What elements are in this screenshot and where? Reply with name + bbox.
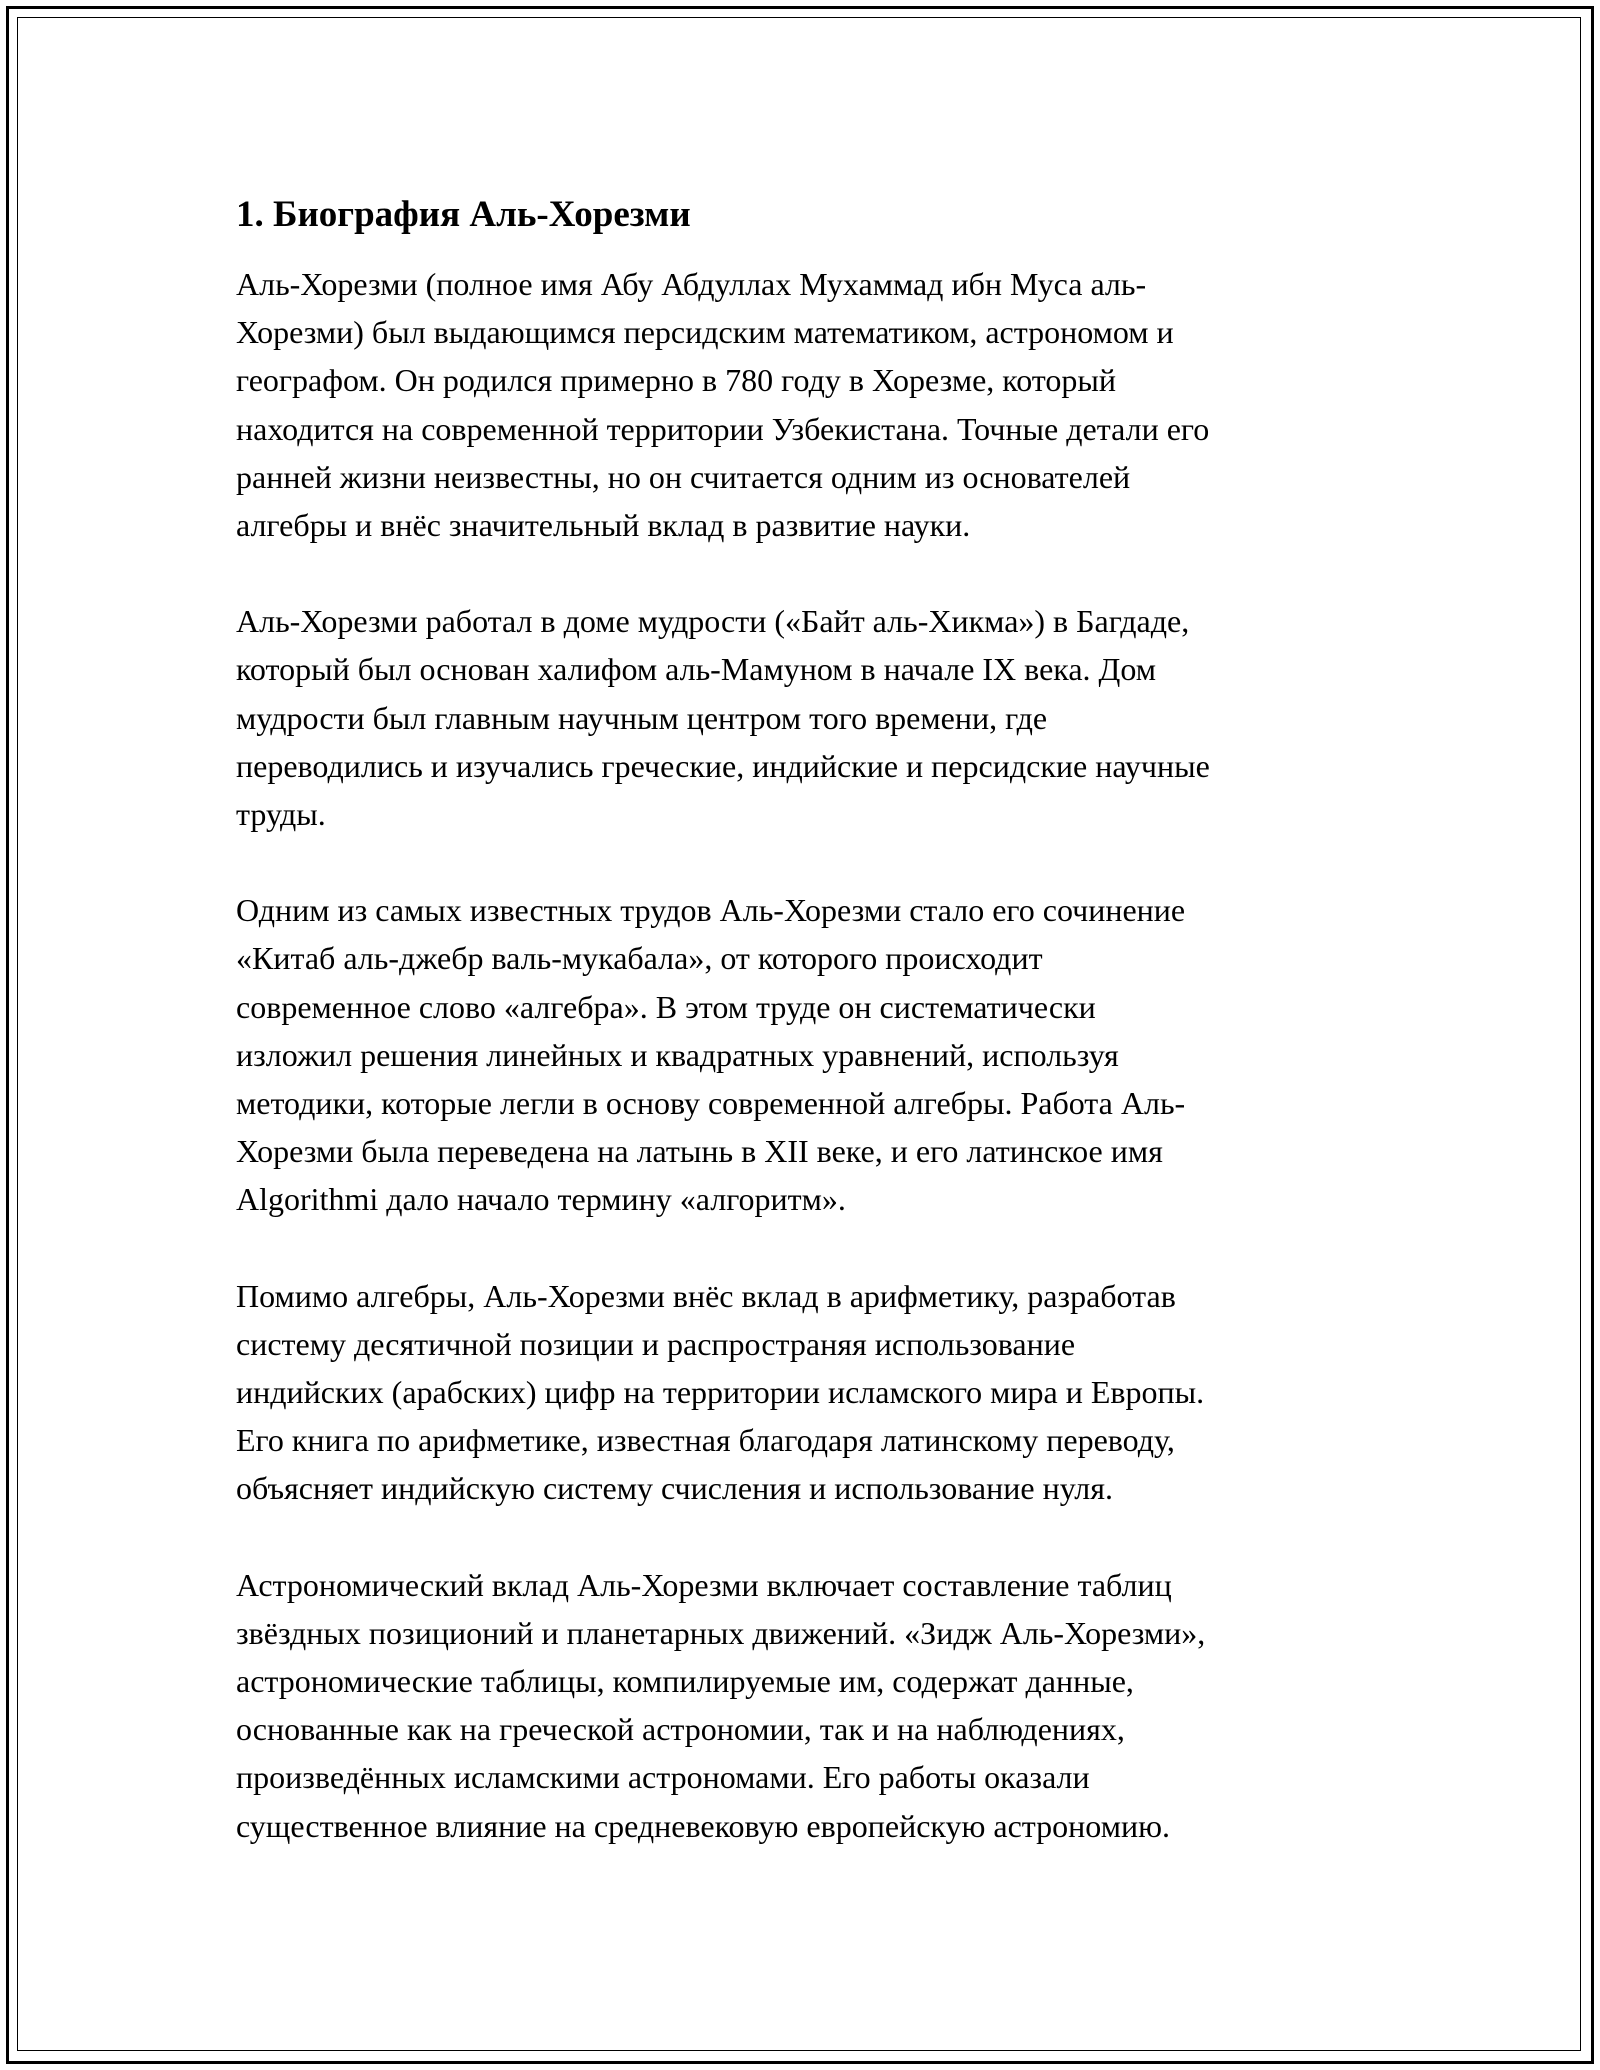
document-body — [236, 187, 1376, 1898]
paragraph-arithmetic: Помимо алгебры, Аль-Хорезми внёс вклад в арифметику, разработав систему десятичной позиции и распространяя использование индийских (арабских) цифр на территории исламского мира и Европы. Его книга по арифметике, известная благодаря латинскому переводу, объясняет индийскую систему счисления и использование нуля. — [236, 1277, 1205, 1507]
paragraph-astronomy: Астрономический вклад Аль-Хорезми включает составление таблиц звёздных позиционий и планетарных движений. «Зидж Аль-Хорезми», астрономические таблицы, компилируемые им, содержат данные, основанные как на греческой астрономии, так и на наблюдениях, произведённых исламскими астрономами. Его работы оказали существенное влияние на средневековую европейскую астрономию. — [236, 1566, 1206, 1844]
paragraph-algebra: Одним из самых известных трудов Аль-Хорезми стало его сочинение «Китаб аль-джебр валь-мукабала», от которого происходит современное слово «алгебра». В этом труде он систематически изложил решения линейных и квадратных уравнений, используя методики, которые легли в основу современной алгебры. Работа Аль- Хорезми была переведена на латынь в XII веке, и его латинское имя Algorithmi дало начало термину «алгоритм». — [236, 892, 1186, 1218]
paragraph-house-of-wisdom: Аль-Хорезми работал в доме мудрости («Байт аль-Хикма») в Багдаде, который был основан халифом аль-Мамуном в начале IX века. Дом мудрости был главным научным центром того времени, где переводились и изучались греческие, индийские и персидские научные труды. — [236, 603, 1210, 833]
paragraph-biography: Аль-Хорезми (полное имя Абу Абдуллах Мухаммад ибн Муса аль- Хорезми) был выдающимся персидским математиком, астрономом и географом. Он родился примерно в 780 году в Хорезме, который находится на современной территории Узбекистана. Точные детали его ранней жизни неизвестны, но он считается одним из основателей алгебры и внёс значительный вклад в развитие науки. — [236, 266, 1210, 544]
section-heading: 1. Биография Аль-Хорезми — [236, 194, 691, 235]
